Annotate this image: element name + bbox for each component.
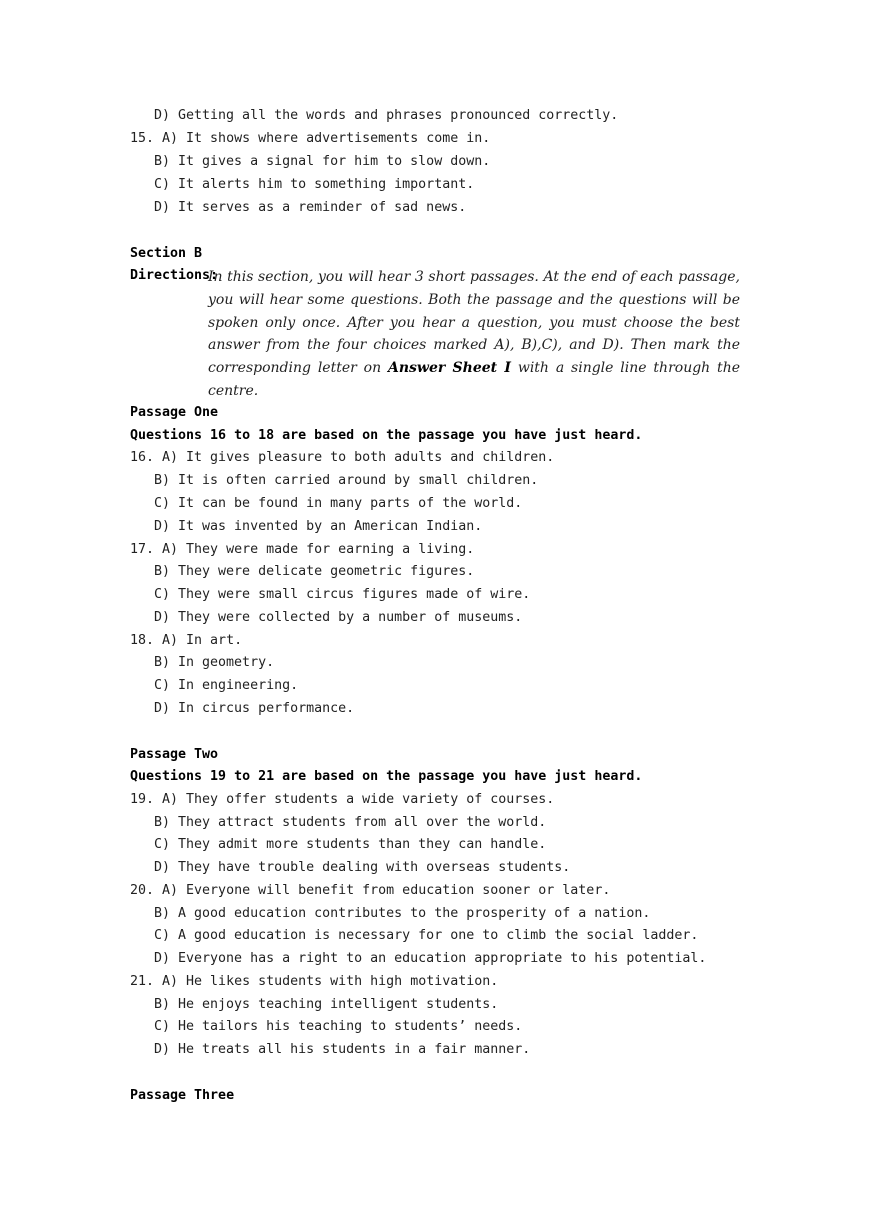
q16-option-b: B) It is often carried around by small children. (154, 473, 539, 488)
q15-option-b: B) It gives a signal for him to slow down. (154, 154, 491, 169)
q19-option-b: B) They attract students from all over the world. (154, 815, 547, 830)
answer-sheet-emphasis: Answer Sheet I (388, 360, 511, 377)
q19-option-d: D) They have trouble dealing with overseas students. (154, 860, 571, 875)
passage-one-heading: Passage One (130, 405, 219, 420)
q18-option-a: 18. A) In art. (130, 633, 243, 648)
q16-option-d: D) It was invented by an American Indian. (154, 519, 483, 534)
q19-option-c: C) They admit more students than they can handle. (154, 837, 547, 852)
q20-option-d: D) Everyone has a right to an education appropriate to his potential. (154, 951, 707, 966)
q17-option-c: C) They were small circus figures made of wire. (154, 587, 531, 602)
directions-text-part2: with a single line through the centre. (208, 360, 740, 399)
q18-option-b: B) In geometry. (154, 655, 275, 670)
q14-option-d: D) Getting all the words and phrases pronounced correctly. (154, 108, 619, 123)
q21-option-a: 21. A) He likes students with high motivation. (130, 974, 499, 989)
q15-option-a: 15. A) It shows where advertisements come in. (130, 131, 491, 146)
passage-one-instruction: Questions 16 to 18 are based on the passage you have just heard. (130, 428, 643, 443)
q19-option-a: 19. A) They offer students a wide variety of courses. (130, 792, 555, 807)
passage-two-heading: Passage Two (130, 747, 219, 762)
q21-option-c: C) He tailors his teaching to students’ needs. (154, 1019, 523, 1034)
q16-option-a: 16. A) It gives pleasure to both adults and children. (130, 450, 555, 465)
q17-option-d: D) They were collected by a number of museums. (154, 610, 523, 625)
q18-option-d: D) In circus performance. (154, 701, 355, 716)
directions-text (208, 266, 740, 403)
q15-option-c: C) It alerts him to something important. (154, 177, 475, 192)
q17-option-a: 17. A) They were made for earning a living. (130, 542, 475, 557)
q15-option-d: D) It serves as a reminder of sad news. (154, 200, 467, 215)
q20-option-b: B) A good education contributes to the prosperity of a nation. (154, 906, 651, 921)
q20-option-c: C) A good education is necessary for one to climb the social ladder. (154, 928, 699, 943)
q20-option-a: 20. A) Everyone will benefit from education sooner or later. (130, 883, 611, 898)
section-b-heading: Section B (130, 246, 203, 261)
q16-option-c: C) It can be found in many parts of the world. (154, 496, 523, 511)
passage-two-instruction: Questions 19 to 21 are based on the passage you have just heard. (130, 769, 643, 784)
q17-option-b: B) They were delicate geometric figures. (154, 564, 475, 579)
q21-option-b: B) He enjoys teaching intelligent students. (154, 997, 499, 1012)
q21-option-d: D) He treats all his students in a fair manner. (154, 1042, 531, 1057)
q18-option-c: C) In engineering. (154, 678, 299, 693)
directions-text-part1: In this section, you will hear 3 short passages. At the end of each passage, you will hear some questions. Both the passage and the questions will be spoken only once. After you hear a question, you must choose the best answer from the four choices marked A), B),C), and D). Then mark the corresponding letter on (208, 269, 740, 377)
directions-label: Directions: (130, 268, 219, 283)
passage-three-heading: Passage Three (130, 1088, 235, 1103)
